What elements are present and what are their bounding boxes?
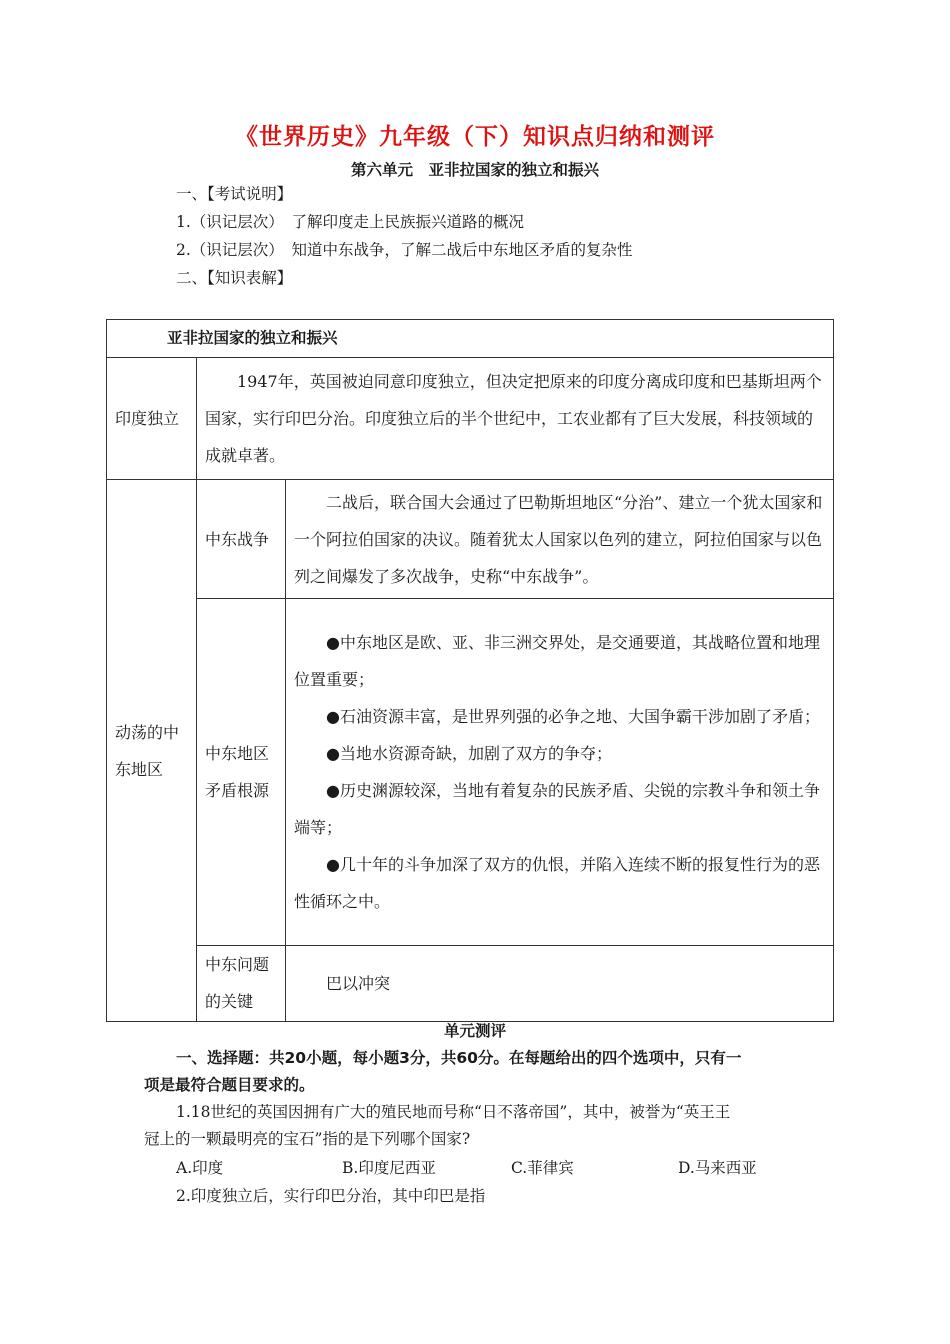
india-label: 印度独立 <box>107 358 197 480</box>
unit-title: 第六单元 亚非拉国家的独立和振兴 <box>350 161 599 179</box>
requirement-2: 2.（识记层次） 知道中东战争，了解二战后中东地区矛盾的复杂性 <box>176 241 633 259</box>
question-1-line2: 冠上的一颗最明亮的宝石”指的是下列哪个国家? <box>144 1130 471 1148</box>
key-label: 中东问题的关键 <box>197 946 286 1022</box>
part1-instructions-line1: 一、选择题：共20小题，每小题3分，共60分。在每题给出的四个选项中，只有一 <box>176 1049 742 1067</box>
war-text-cell <box>286 480 834 599</box>
question-2-line1: 2.印度独立后，实行印巴分治，其中印巴是指 <box>176 1187 486 1205</box>
india-text-cell <box>197 358 834 480</box>
q1-option-b: B.印度尼西亚 <box>342 1159 436 1177</box>
india-text: 1947年，英国被迫同意印度独立，但决定把原来的印度分离成印度和巴基斯坦两个国家，实行印巴分治。印度独立后的半个世纪中，工农业都有了巨大发展，科技领域的成就卓著。 <box>205 372 822 465</box>
war-text: 二战后，联合国大会通过了巴勒斯坦地区“分治”、建立一个犹太国家和一个阿拉伯国家的决议。随着犹太人国家以色列的建立，阿拉伯国家与以色列之间爆发了多次战争，史称“中东战争”。 <box>294 492 823 586</box>
roots-cell <box>286 599 834 946</box>
requirement-1: 1.（识记层次） 了解印度走上民族振兴道路的概况 <box>176 213 525 231</box>
unit-test-heading: 单元测评 <box>443 1022 506 1040</box>
section-exam-notes: 一、【考试说明】 <box>176 185 293 203</box>
war-label: 中东战争 <box>197 480 286 599</box>
part1-instructions-line2: 项是最符合题目要求的。 <box>144 1076 315 1094</box>
root-item: ●几十年的斗争加深了双方的仇恨，并陷入连续不断的报复性行为的恶性循环之中。 <box>294 855 820 911</box>
section-knowledge-table: 二、【知识表解】 <box>176 269 293 287</box>
root-item: ●当地水资源奇缺，加剧了双方的争夺； <box>326 744 612 763</box>
q1-option-c: C.菲律宾 <box>511 1159 574 1177</box>
key-text-cell <box>286 946 834 1022</box>
root-item: ●中东地区是欧、亚、非三洲交界处，是交通要道，其战略位置和地理位置重要； <box>294 633 820 689</box>
roots-label: 中东地区矛盾根源 <box>197 599 286 946</box>
key-text: 巴以冲突 <box>326 974 391 993</box>
root-item: ●历史渊源较深，当地有着复杂的民族矛盾、尖锐的宗教斗争和领土争端等； <box>294 781 820 837</box>
document-title: 《世界历史》九年级（下）知识点归纳和测评 <box>235 124 715 150</box>
q1-option-d: D.马来西亚 <box>678 1159 757 1177</box>
table-header: 亚非拉国家的独立和振兴 <box>107 320 834 358</box>
q1-option-a: A.印度 <box>176 1159 224 1177</box>
question-1-line1: 1.18世纪的英国因拥有广大的殖民地而号称“日不落帝国”，其中，被誉为“英王王 <box>176 1103 731 1121</box>
root-item: ●石油资源丰富，是世界列强的必争之地、大国争霸干涉加剧了矛盾； <box>326 707 820 726</box>
knowledge-table <box>106 319 834 1022</box>
mideast-label: 动荡的中东地区 <box>107 480 197 1022</box>
